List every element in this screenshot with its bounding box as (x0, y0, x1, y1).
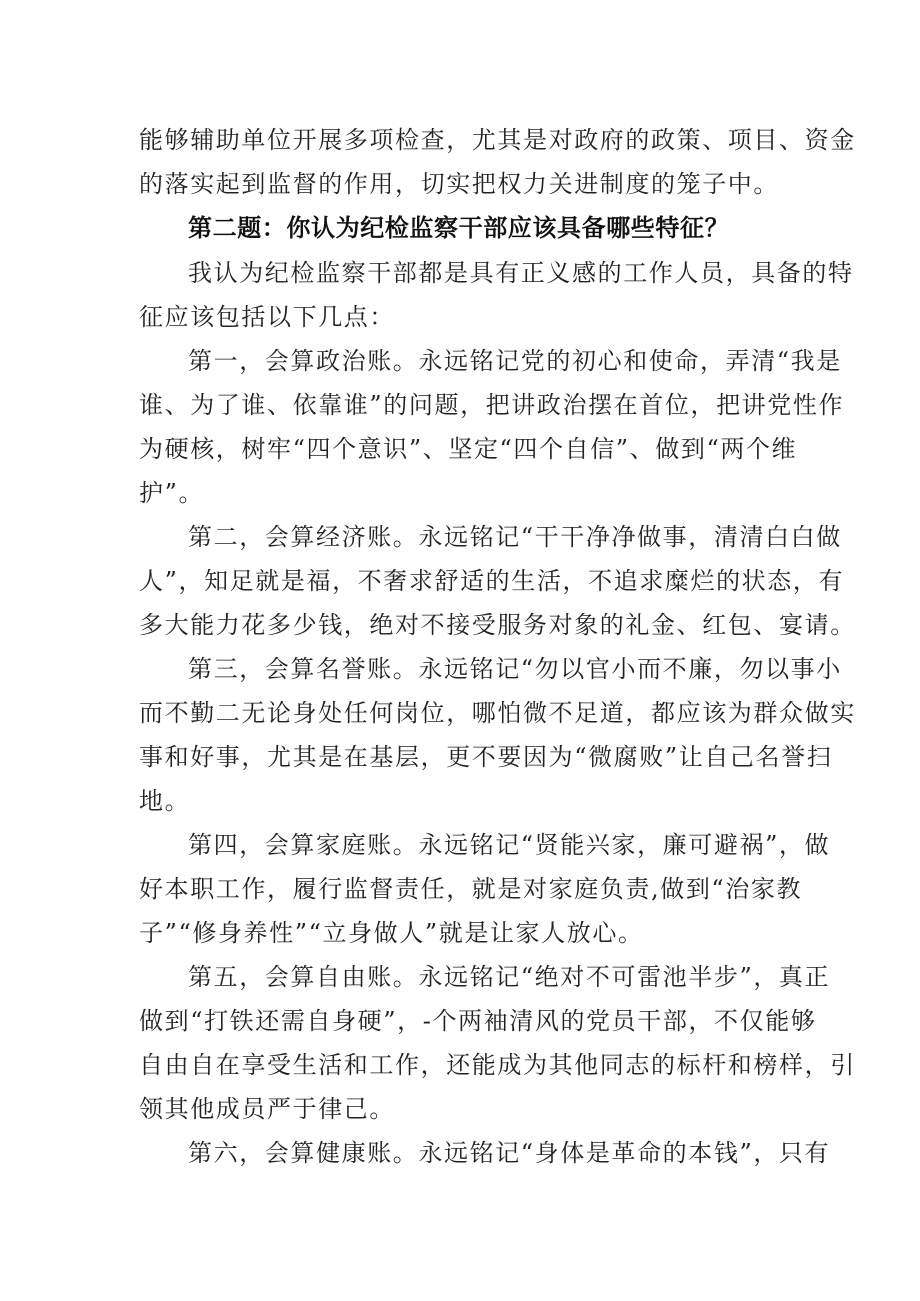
paragraph-first-line: 第二，会算经济账。永远铭记“干干净净做事，清清白白做 (188, 523, 842, 551)
paragraph-first-line: 第六，会算健康账。永远铭记“身体是革命的本钱”，只有 (188, 1139, 831, 1167)
body-line: 而不勤二无论身处任何岗位，哪怕微不足道，都应该为群众做实 (139, 699, 856, 727)
body-line: 护”。 (139, 479, 205, 507)
body-line: 人”，知足就是福，不奢求舒适的生活，不追求糜烂的状态，有 (139, 567, 845, 595)
paragraph-first-line: 第三，会算名誉账。永远铭记“勿以官小而不廉，勿以事小 (188, 655, 842, 683)
body-line: 多大能力花多少钱，绝对不接受服务对象的礼金、红包、宴请。 (139, 611, 856, 639)
paragraph-first-line: 第四，会算家庭账。永远铭记“贤能兴家，廉可避祸”，做 (188, 831, 831, 859)
paragraph-first-line: 我认为纪检监察干部都是具有正义感的工作人员，具备的特 (188, 259, 854, 287)
body-line: 子”“修身养性”“立身做人”就是让家人放心。 (139, 919, 644, 947)
body-line: 做到“打铁还需自身硬”，-个两袖清风的党员干部，不仅能够 (139, 1007, 817, 1035)
body-line: 自由自在享受生活和工作，还能成为其他同志的标杆和榜样，引 (139, 1051, 856, 1079)
body-line: 的落实起到监督的作用，切实把权力关进制度的笼子中。 (139, 170, 779, 198)
body-line: 征应该包括以下几点： (139, 303, 395, 331)
body-line: 领其他成员严于律己。 (139, 1095, 395, 1123)
paragraph-first-line: 第五，会算自由账。永远铭记“绝对不可雷池半步”，真正 (188, 963, 831, 991)
body-line: 事和好事，尤其是在基层，更不要因为“微腐败”让自己名誉扫 (139, 743, 833, 771)
body-line: 地。 (139, 787, 191, 815)
body-line: 能够辅助单位开展多项检查，尤其是对政府的政策、项目、资金 (139, 126, 856, 154)
body-line: 为硬核，树牢“四个意识”、坚定“四个自信”、做到“两个维 (139, 435, 798, 463)
question-heading: 第二题：你认为纪检监察干部应该具备哪些特征？ (188, 214, 730, 242)
paragraph-first-line: 第一，会算政治账。永远铭记党的初心和使命，弄清“我是 (188, 347, 842, 375)
body-line: 好本职工作，履行监督责任，就是对家庭负责,做到“治家教 (139, 875, 803, 903)
body-line: 谁、为了谁、依靠谁”的问题，把讲政治摆在首位，把讲党性作 (139, 391, 845, 419)
